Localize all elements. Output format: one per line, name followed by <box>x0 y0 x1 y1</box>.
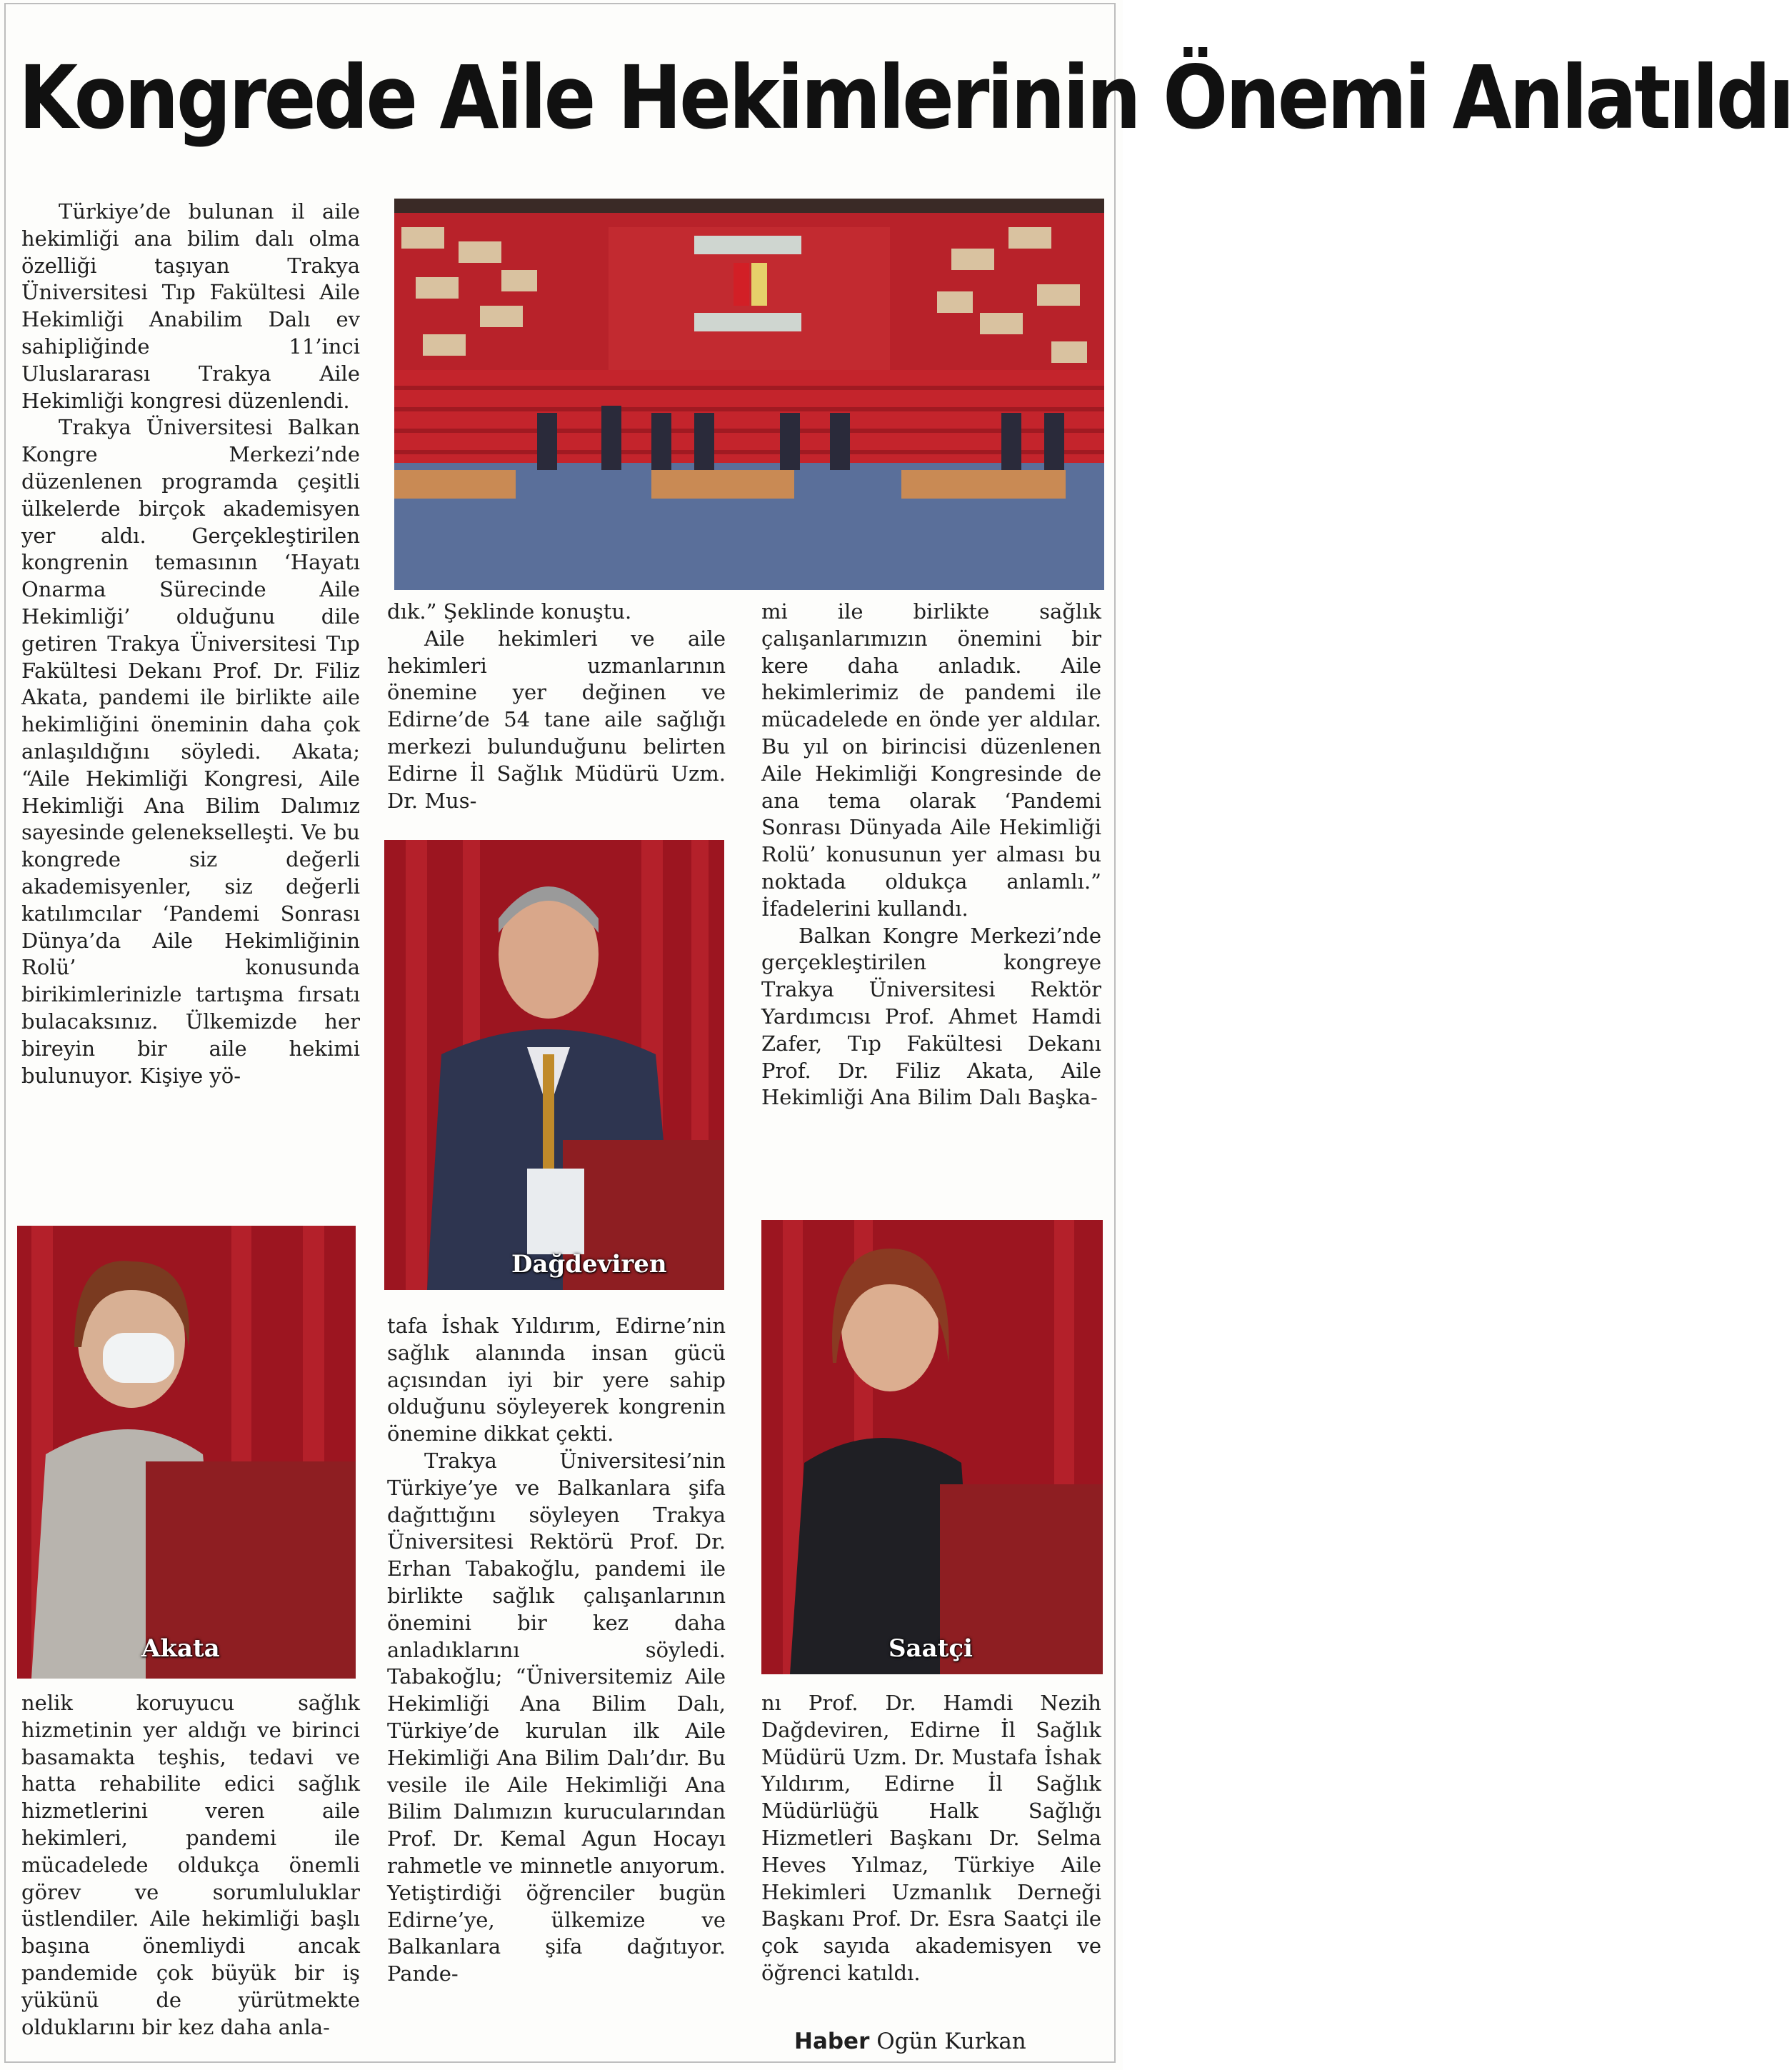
paragraph: Türkiye’de bulunan il aile hekimliği ana bilim dalı olma özelliği taşıyan Trakya Üniversitesi Tıp Fakültesi Aile Hekimliği Anabilim Dalı ev sahipliğinde 11’inci Uluslararası Trakya Aile Hekimliği kongresi düzenlendi. <box>21 199 360 413</box>
auditorium-image <box>394 199 1104 590</box>
column-3-top <box>761 599 1101 1111</box>
caption-akata: Akata <box>141 1634 220 1663</box>
saatci-photo <box>761 1220 1103 1674</box>
dagdeviren-image <box>384 840 724 1290</box>
paragraph: nı Prof. Dr. Hamdi Nezih Dağdeviren, Edirne İl Sağlık Müdürü Uzm. Dr. Mustafa İshak Yıldırım, Edirne İl Sağlık Müdürlüğü Halk Sağlığı Hizmetleri Başkanı Dr. Selma Heves Yılmaz, Türkiye Aile Hekimleri Uzmanlık Derneği Başkanı Prof. Dr. Esra Saatçi ile çok sayıda akademisyen ve öğrenci katıldı. <box>761 1691 1101 1985</box>
paragraph: nelik koruyucu sağlık hizmetinin yer aldığı ve birinci basamakta teşhis, tedavi ve hatta rehabilite edici sağlık hizmetlerini veren aile hekimleri, pandemi ile mücadelede oldukça önemli görev ve sorumluluklar üstlendiler. Aile hekimliği başlı başına önemliydi ancak pandemide çok büyük bir iş yükünü de yürütmekte olduklarını bir kez daha anla- <box>21 1691 360 2039</box>
akata-image <box>17 1226 356 1679</box>
column-2-top <box>387 599 726 814</box>
byline-author: Ogün Kurkan <box>876 2029 1026 2054</box>
column-1-bottom <box>21 1690 360 2041</box>
paragraph: Trakya Üniversitesi’nin Türkiye’ye ve Balkanlara şifa dağıttığını söyleyen Trakya Üniversitesi Rektörü Prof. Dr. Erhan Tabakoğlu, pandemi ile birlikte sağlık çalışanlarının önemini bir kez daha anladıklarını söyledi. Tabakoğlu; “Üniversitemiz Aile Hekimliği Ana Bilim Dalı, Türkiye’de kurulan ilk Aile Hekimliği Ana Bilim Dalı’dır. Bu vesile ile Aile Hekimliği Ana Bilim Dalımızın kurucularından Prof. Dr. Kemal Agun Hocayı rahmetle ve minnetle anıyorum. Yetiştirdiği öğrenciler bugün Edirne’ye, ülkemize ve Balkanlara şifa dağıtıyor. Pande- <box>387 1448 726 1986</box>
paragraph: Trakya Üniversitesi Balkan Kongre Merkezi’nde düzenlenen programda çeşitli ülkelerde birçok akademisyen yer aldı. Gerçekleştirilen kongrenin temasının ‘Hayatı Onarma Sürecinde Aile Hekimliği’ olduğunu dile getiren Trakya Üniversitesi Tıp Fakültesi Dekanı Prof. Dr. Filiz Akata, pandemi ile birlikte aile hekimliğini öneminin daha çok anlaşıldığını söyledi. Akata; “Aile Hekimliği Kongresi, Aile Hekimliği Ana Bilim Dalımız sayesinde gelenekselleşti. Ve bu kongrede siz değerli akademisyenler, siz değerli katılımcılar ‘Pandemi Sonrası Dünya’da Aile Hekimliğinin Rolü’ konusunda birikimlerinizle tartışma fırsatı bulacaksınız. Ülkemizde her bireyin bir aile hekimi bulunuyor. Kişiye yö- <box>21 415 360 1088</box>
caption-dagdeviren: Dağdeviren <box>511 1250 667 1279</box>
column-2-bottom <box>387 1313 726 1988</box>
saatci-image <box>761 1220 1103 1674</box>
paragraph: tafa İshak Yıldırım, Edirne’nin sağlık alanında insan gücü açısından iyi bir yere sahip olduğunu söyleyerek kongrenin önemine dikkat çekti. <box>387 1314 726 1446</box>
paragraph: Aile hekimleri ve aile hekimleri uzmanlarının önemine yer değinen ve Edirne’de 54 tane aile sağlığı merkezi bulunduğunu belirten Edirne İl Sağlık Müdürü Uzm. Dr. Mus- <box>387 626 726 813</box>
column-3-bottom <box>761 1690 1101 1987</box>
auditorium-photo <box>394 199 1104 590</box>
paragraph: mi ile birlikte sağlık çalışanlarımızın önemini bir kere daha anladık. Aile hekimlerimiz de pandemi ile mücadelede en önde yer aldılar. Bu yıl on birincisi düzenlenen Aile Hekimliği Kongresinde de ana tema olarak ‘Pandemi Sonrası Dünyada Aile Hekimliği Rolü’ konusunun yer alması bu noktada oldukça anlamlı.” İfadelerini kullandı. <box>761 599 1101 921</box>
caption-saatci: Saatçi <box>889 1634 973 1663</box>
headline: Kongrede Aile Hekimlerinin Önemi Anlatıldı <box>19 47 1792 149</box>
paragraph: dık.” Şeklinde konuştu. <box>387 599 632 624</box>
dagdeviren-photo <box>384 840 724 1290</box>
paragraph: Balkan Kongre Merkezi’nde gerçekleştirilen kongreye Trakya Üniversitesi Rektör Yardımcısı Prof. Ahmet Hamdi Zafer, Tıp Fakültesi Dekanı Prof. Dr. Filiz Akata, Aile Hekimliği Ana Bilim Dalı Başka- <box>761 923 1101 1110</box>
column-1-top <box>21 199 360 1089</box>
byline-label: Haber <box>794 2029 870 2054</box>
byline <box>794 2029 1026 2054</box>
akata-photo <box>17 1226 356 1679</box>
